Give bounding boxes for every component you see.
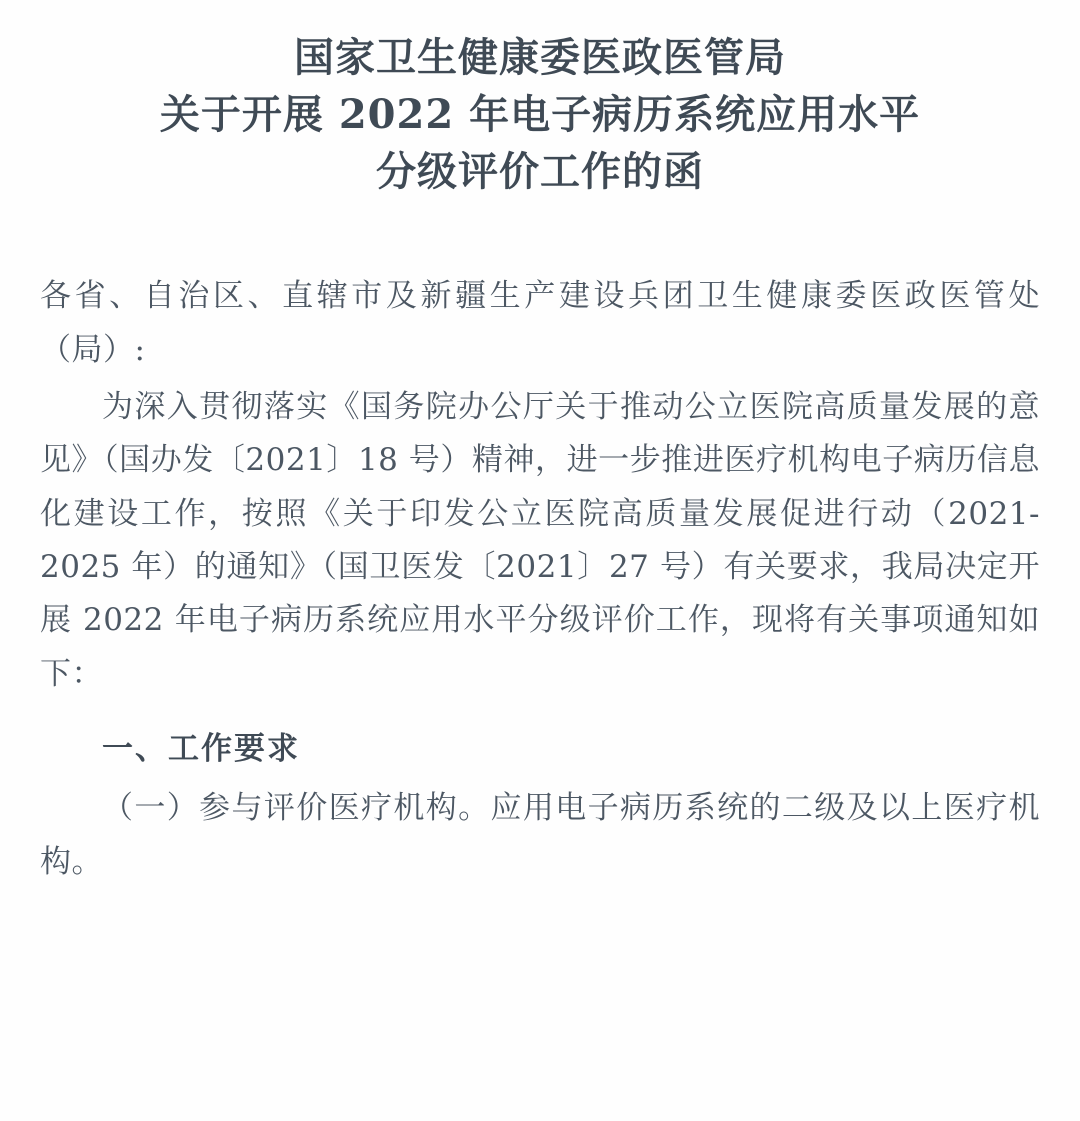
document-body [40, 270, 1040, 888]
title-line-1: 国家卫生健康委医政医管局 [294, 34, 786, 81]
document-title [40, 0, 1040, 200]
body-paragraph-1: 为深入贯彻落实《国务院办公厅关于推动公立医院高质量发展的意见》（国办发〔2021〕18 号）精神，进一步推进医疗机构电子病历信息化建设工作，按照《关于印发公立医院高质量发展促进行动（2021-2025 年）的通知》（国卫医发〔2021〕27 号）有关要求，我局决定开展 2022 年电子病历系统应用水平分级评价工作，现将有关事项通知如下： [40, 389, 1040, 692]
section-heading-1: 一、工作要求 [102, 730, 300, 767]
title-line-3: 分级评价工作的函 [376, 147, 704, 195]
salutation-line: 各省、自治区、直辖市及新疆生产建设兵团卫生健康委医政医管处（局）: [40, 278, 1040, 368]
title-line-2: 关于开展 2022 年电子病历系统应用水平 [159, 90, 921, 138]
section-item-1: （一）参与评价医疗机构。应用电子病历系统的二级及以上医疗机构。 [40, 790, 1040, 880]
